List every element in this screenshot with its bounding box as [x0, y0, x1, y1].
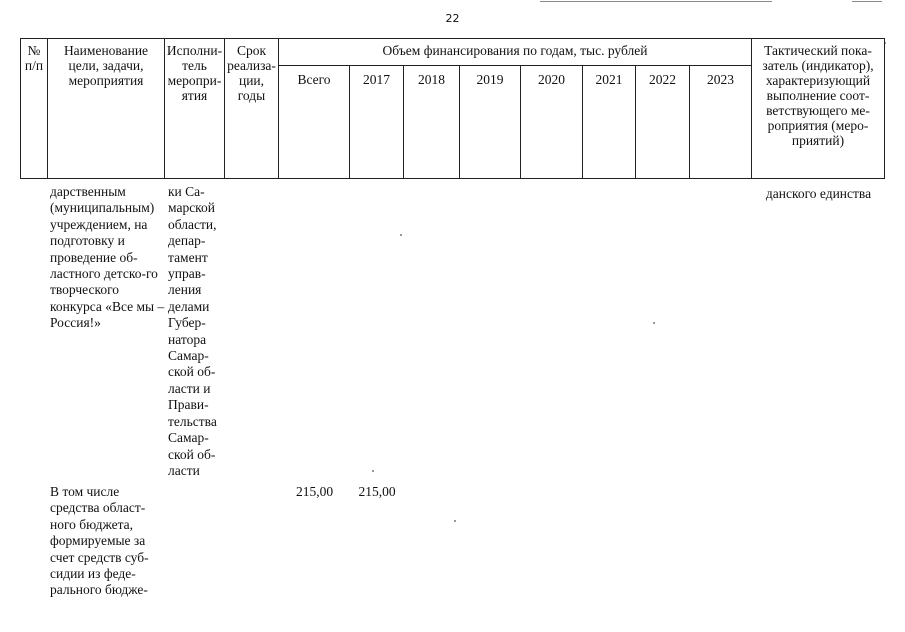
- row2-name-cell: В том числе средства област-ного бюджета, формируемые за счет средств суб-сидии из феде-рального бюдже-: [50, 484, 149, 598]
- header-indicator: Тактический пока-затель (индикатор), характеризующий выполнение соот-ветствующего ме-роприятия (меро-приятий): [752, 39, 885, 179]
- scan-artifact-line: [540, 1, 772, 2]
- header-year-2017: 2017: [350, 66, 404, 179]
- header-name: Наименование цели, задачи, мероприятия: [48, 39, 165, 179]
- header-funding-group: Объем финансирования по годам, тыс. рублей: [279, 39, 752, 66]
- header-year-2022: 2022: [636, 66, 690, 179]
- funding-table-header: [20, 38, 885, 179]
- scan-artifact-speck: [400, 234, 402, 236]
- row2-2017-cell: 215,00: [358, 484, 396, 499]
- scan-artifact-line: [852, 1, 882, 2]
- row1-indicator-cell: данского единства: [765, 186, 872, 201]
- scan-artifact-speck: [372, 470, 374, 472]
- header-year-2020: 2020: [521, 66, 583, 179]
- header-total: Всего: [279, 66, 350, 179]
- header-term: Срок реализа-ции, годы: [225, 39, 279, 179]
- page-number: 22: [445, 12, 460, 25]
- header-num: № п/п: [21, 39, 48, 179]
- scan-artifact-speck: [454, 520, 456, 522]
- row1-name-cell: дарственным (муниципальным) учреждением, на подготовку и проведение об-ластного детско-го творческого конкурса «Все мы – Россия!»: [50, 184, 165, 331]
- header-year-2019: 2019: [460, 66, 521, 179]
- row2-total-cell: 215,00: [295, 484, 334, 499]
- header-executor: Исполни-тель меропри-ятия: [165, 39, 225, 179]
- scan-artifact-speck: [653, 322, 655, 324]
- header-year-2023: 2023: [690, 66, 752, 179]
- header-year-2018: 2018: [404, 66, 460, 179]
- row1-executor-cell: ки Са-марской области, депар-тамент управ-ления делами Губер-натора Самар-ской об-ласти и Прави-тельства Самар-ской об-ласти: [168, 184, 217, 478]
- header-year-2021: 2021: [583, 66, 636, 179]
